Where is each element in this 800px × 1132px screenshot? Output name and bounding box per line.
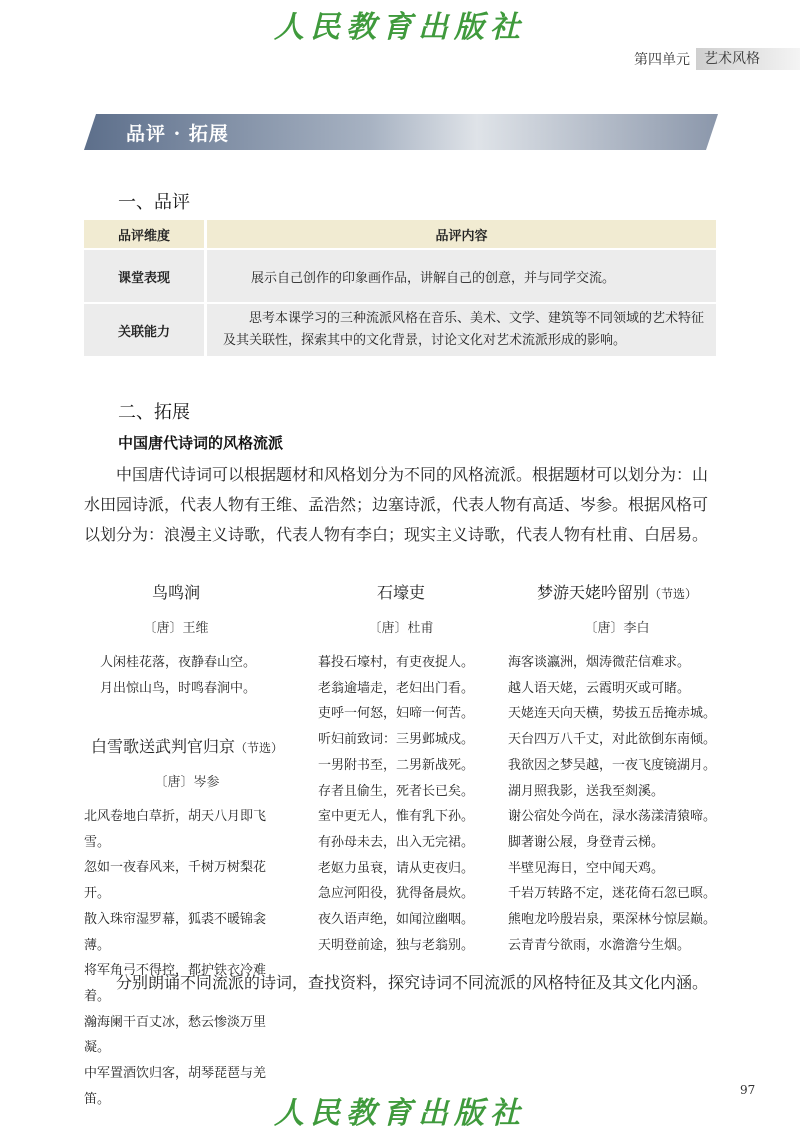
table-header-dimension: 品评维度 [84, 220, 204, 248]
poem-line: 海客谈瀛洲，烟涛微茫信难求。 [508, 655, 691, 670]
table-header-row [84, 220, 716, 250]
poem-line: 天姥连天向天横，势拔五岳掩赤城。 [508, 706, 717, 722]
poem-line: 千岩万转路不定，迷花倚石忽已暝。 [508, 886, 717, 902]
poem-title: 鸟鸣涧 [151, 583, 200, 602]
poem-author: 〔唐〕杜甫 [368, 621, 434, 636]
poem-author: 〔唐〕岑参 [154, 775, 220, 790]
poem-line: 天明登前途，独与老翁别。 [318, 937, 475, 953]
publisher-logo-bottom: 人民教育出版社 [274, 1096, 526, 1131]
unit-number: 第四单元 [634, 52, 690, 68]
poem-author: 〔唐〕王维 [143, 621, 209, 636]
poem-lines [508, 650, 726, 958]
poem-line: 忽如一夜春风来，千树万树梨花开。 [84, 860, 267, 902]
poem-line: 老翁逾墙走，老妇出门看。 [318, 680, 475, 696]
evaluation-table [84, 220, 716, 358]
poem-title: 梦游天姥吟留别（节选） [536, 583, 698, 602]
poem-lines [84, 804, 290, 1112]
unit-name: 艺术风格 [696, 48, 800, 70]
table-cell-dimension: 关联能力 [84, 304, 204, 356]
table-row [84, 304, 716, 358]
poem-line: 暮投石壕村，有吏夜捉人。 [318, 655, 475, 670]
table-row [84, 250, 716, 304]
table-cell-content: 展示自己创作的印象画作品，讲解自己的创意，并与同学交流。 [207, 250, 716, 302]
poem-line: 我欲因之梦吴越，一夜飞度镜湖月。 [508, 757, 717, 773]
poem-lines [318, 650, 484, 958]
poem-line: 有孙母未去，出入无完裙。 [318, 834, 475, 850]
poem-line: 老妪力虽衰，请从吏夜归。 [318, 860, 475, 876]
poem-line: 月出惊山鸟，时鸣春涧中。 [100, 680, 257, 696]
poem-line: 脚著谢公屐，身登青云梯。 [508, 834, 665, 850]
poem-line: 急应河阳役，犹得备晨炊。 [318, 886, 475, 902]
poem-line: 听妇前致词：三男邺城戍。 [318, 732, 475, 748]
section1-heading: 一、品评 [118, 192, 190, 213]
poem-mengyoutianmu [508, 580, 726, 958]
poem-title: 石壕吏 [376, 583, 425, 602]
poem-line: 熊咆龙吟殷岩泉，栗深林兮惊层巅。 [508, 912, 717, 928]
poem-line: 瀚海阑干百丈冰，愁云惨淡万里凝。 [84, 1014, 267, 1056]
table-cell-dimension: 课堂表现 [84, 250, 204, 302]
poem-title: 白雪歌送武判官归京（节选） [90, 737, 284, 756]
poem-line: 散入珠帘湿罗幕，狐裘不暖锦衾薄。 [84, 911, 267, 953]
closing-paragraph: 分别朗诵不同流派的诗词，查找资料，探究诗词不同流派的风格特征及其文化内涵。 [116, 973, 709, 992]
table-cell-content: 思考本课学习的三种流派风格在音乐、美术、文学、建筑等不同领域的艺术特征及其关联性，探索其中的文化背景，讨论文化对艺术流派形成的影响。 [207, 304, 716, 356]
poem-line: 中军置酒饮归客，胡琴琵琶与羌笛。 [84, 1066, 267, 1107]
poem-lines [96, 650, 256, 701]
poem-baixuege [84, 734, 290, 1112]
section2-heading: 二、拓展 [118, 402, 190, 423]
poem-niaomingjian [96, 580, 256, 701]
poem-line: 人闲桂花落，夜静春山空。 [100, 655, 257, 670]
poem-line: 湖月照我影，送我至剡溪。 [508, 783, 665, 799]
poem-line: 吏呼一何怒，妇啼一何苦。 [318, 706, 475, 722]
poem-line: 越人语天姥，云霞明灭或可睹。 [508, 680, 691, 696]
poem-line: 室中更无人，惟有乳下孙。 [318, 809, 475, 825]
poem-line: 北风卷地白草折，胡天八月即飞雪。 [84, 809, 267, 850]
poem-line: 一男附书至，二男新战死。 [318, 757, 475, 773]
poem-shihaoli [318, 580, 484, 958]
page-number: 97 [740, 1083, 756, 1097]
poem-line: 谢公宿处今尚在，渌水荡漾清猿啼。 [508, 809, 717, 825]
poem-line: 存者且偷生，死者长已矣。 [318, 783, 475, 799]
section2-subheading: 中国唐代诗词的风格流派 [118, 434, 284, 452]
banner-title: 品评 · 拓展 [126, 123, 229, 145]
table-header-content: 品评内容 [207, 220, 716, 248]
unit-header [634, 48, 800, 70]
intro-paragraph: 中国唐代诗词可以根据题材和风格划分为不同的风格流派。根据题材可以划分为：山水田园诗派，代表人物有王维、孟浩然；边塞诗派，代表人物有高适、岑参。根据风格可以划分为：浪漫主义诗歌，代表人物有李白；现实主义诗歌，代表人物有杜甫、白居易。 [84, 465, 709, 544]
poem-line: 将军角弓不得控，都护铁衣冷难着。 [84, 963, 267, 1004]
poem-line: 半壁见海日，空中闻天鸡。 [508, 860, 665, 876]
publisher-logo-top: 人民教育出版社 [274, 10, 526, 45]
poem-line: 天台四万八千丈，对此欲倒东南倾。 [508, 732, 717, 748]
poem-line: 夜久语声绝，如闻泣幽咽。 [318, 912, 475, 928]
poem-line: 云青青兮欲雨，水澹澹兮生烟。 [508, 937, 691, 953]
poem-author: 〔唐〕李白 [584, 621, 650, 636]
